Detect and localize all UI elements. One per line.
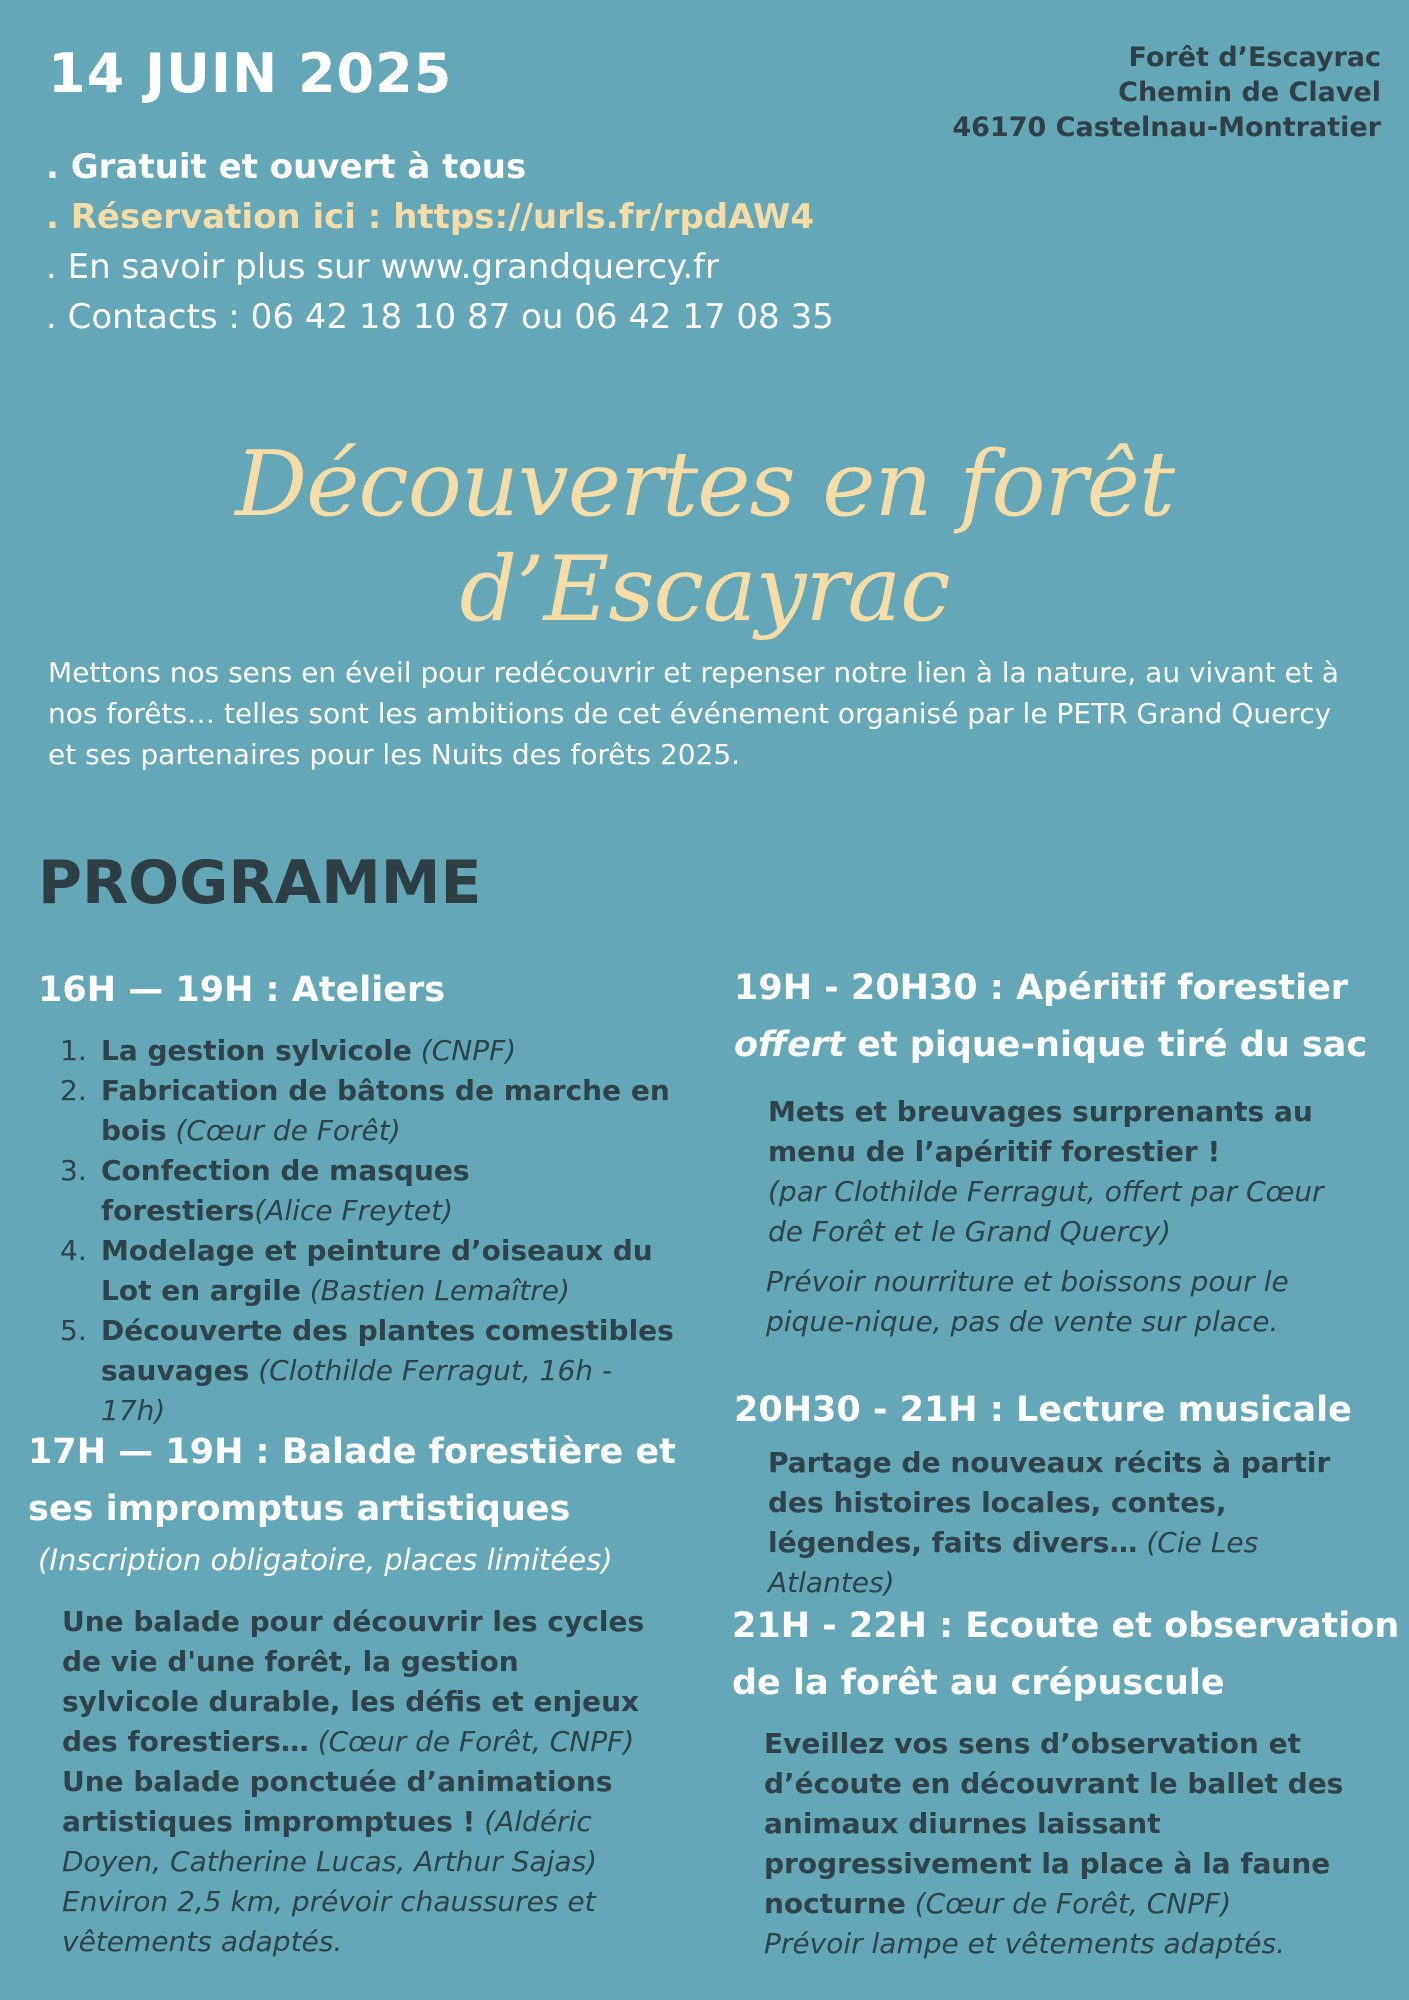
programme-heading: PROGRAMME <box>38 848 482 918</box>
section-heading: 17H — 19H : Balade forestière et ses impromptus artistiques <box>28 1432 676 1529</box>
balade-section <box>28 1424 678 1962</box>
event-title: Découvertes en forêt d’Escayrac <box>234 432 1175 642</box>
registration-note: (Inscription obligatoire, places limitées) <box>38 1543 613 1577</box>
list-item: 2. Fabrication de bâtons de marche en bois (Cœur de Forêt) <box>60 1074 670 1147</box>
ateliers-section <box>38 962 678 1431</box>
venue-address <box>952 40 1381 145</box>
list-item: 4. Modelage et peinture d’oiseaux du Lot en argile (Bastien Lemaître) <box>60 1234 653 1307</box>
list-item: 3. Confection de masques forestiers(Alice Freytet) <box>60 1154 470 1227</box>
list-item: 5. Découverte des plantes comestibles sauvages (Clothilde Ferragut, 16h - 17h) <box>60 1314 674 1427</box>
section-heading: 20H30 - 21H : Lecture musicale <box>734 1390 1352 1430</box>
practical-info <box>46 142 834 342</box>
intro-text: Mettons nos sens en éveil pour redécouvrir et repenser notre lien à la nature, au vivant et à nos forêts… telles sont les ambitions de cet événement organisé par le PETR Grand Quercy et ses partenaires pour les Nuits des forêts 2025. <box>48 656 1339 771</box>
address-line: Forêt d’Escayrac <box>1128 42 1381 73</box>
reservation-link[interactable]: . Réservation ici : https://urls.fr/rpdAW4 <box>46 197 815 237</box>
address-line: 46170 Castelnau-Montratier <box>952 112 1381 143</box>
lecture-description: Partage de nouveaux récits à partir des histoires locales, contes, légendes, faits divers… (Cie Les Atlantes) <box>768 1446 1331 1599</box>
balade-description: Une balade pour découvrir les cycles de vie d'une forêt, la gestion sylvicole durable, les défis et enjeux des forestiers… (Cœur de Forêt, CNPF) Une balade ponctuée d’animations artistiques impromptues ! (Aldéric Doyen, Catherine Lucas, Arthur Sajas) Environ 2,5 km, prévoir chaussures et vêtements adaptés. <box>62 1605 645 1958</box>
event-date: 14 JUIN 2025 <box>48 42 453 105</box>
aperitif-description: Mets et breuvages surprenants au menu de l’apéritif forestier ! (par Clothilde Ferragut, offert par Cœur de Forêt et le Grand Quercy) <box>768 1095 1324 1248</box>
aperitif-note: Prévoir nourriture et boissons pour le pique-nique, pas de vente sur place. <box>766 1265 1289 1338</box>
free-entry: . Gratuit et ouvert à tous <box>46 147 527 187</box>
lecture-section <box>734 1382 1394 1603</box>
contacts: . Contacts : 06 42 18 10 87 ou 06 42 17 08 35 <box>46 297 834 337</box>
address-line: Chemin de Clavel <box>1118 77 1381 108</box>
ateliers-list <box>60 1031 678 1431</box>
website-link[interactable]: . En savoir plus sur www.grandquercy.fr <box>46 247 719 287</box>
aperitif-section <box>734 960 1394 1342</box>
section-heading: 21H - 22H : Ecoute et observation de la forêt au crépuscule <box>732 1606 1400 1703</box>
ecoute-section <box>732 1598 1402 1964</box>
section-heading: 19H - 20H30 : Apéritif forestier offert et pique-nique tiré du sac <box>734 968 1368 1065</box>
list-item: 1. La gestion sylvicole (CNPF) <box>60 1034 517 1067</box>
ecoute-description: Eveillez vos sens d’observation et d’écoute en découvrant le ballet des animaux diurnes laissant progressivement la place à la faune nocturne (Cœur de Forêt, CNPF) Prévoir lampe et vêtements adaptés. <box>764 1727 1344 1960</box>
section-heading: 16H — 19H : Ateliers <box>38 970 446 1010</box>
